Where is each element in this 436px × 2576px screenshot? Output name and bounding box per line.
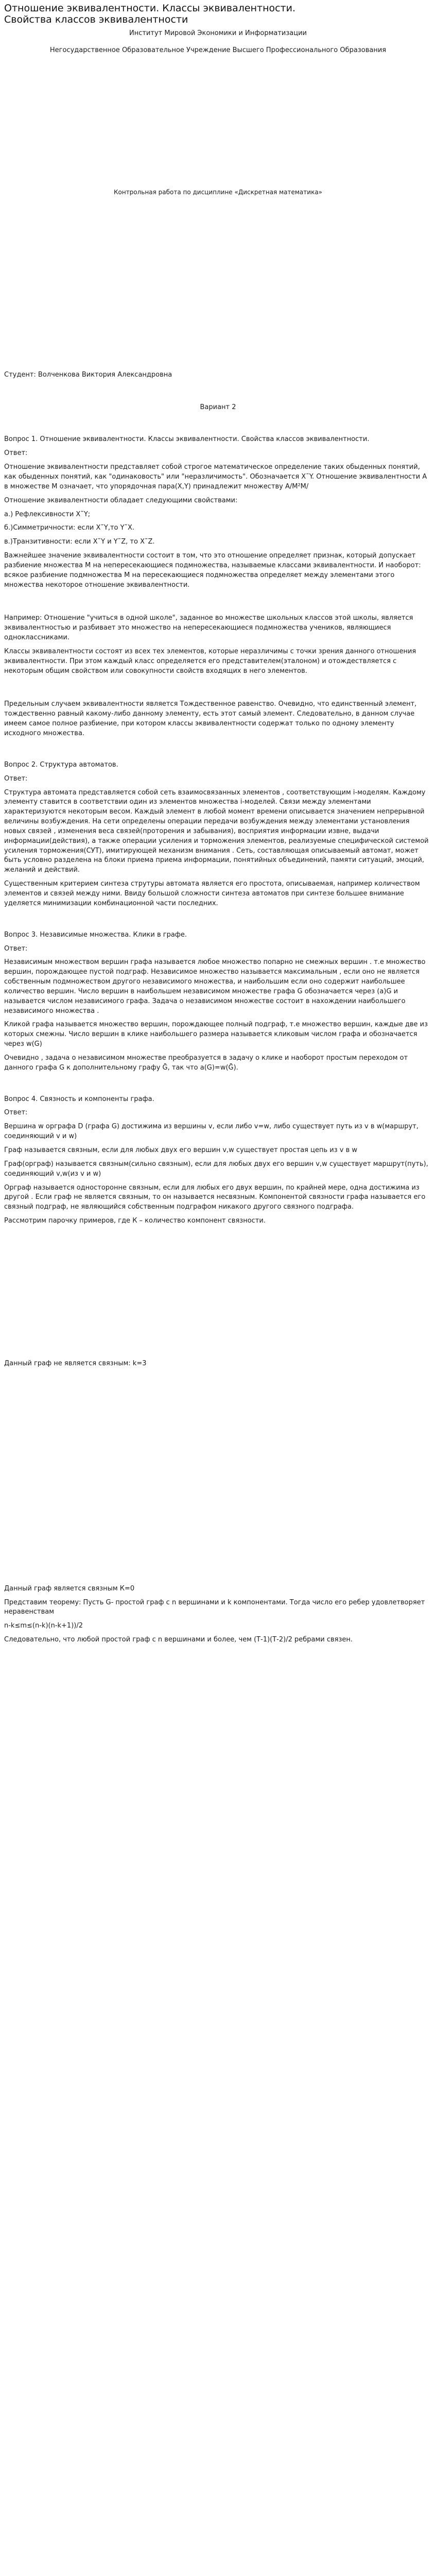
- paragraph: Классы эквивалентности состоят из всех тех элементов, которые неразличимы с точки зрения данного отношения эквивалентности. При этом каждый класс определяется его представителем(эталоном) и отождествляется с некоторым общим свойством или совокупности свойств входящих в него элементов.: [4, 647, 416, 675]
- paragraph: Предельным случаем эквивалентности является Тождественное равенство. Очевидно, что единственный элемент, тождественно равный какому-либо данному элементу, есть этот самый элемент. Следовательно, в данном случае имеем самое полное разбиение, при котором классы эквивалентности содержат только по одному элементу исходного множества.: [4, 700, 417, 738]
- page-title: [4, 3, 432, 26]
- title-line-2: Свойства классов эквивалентности: [4, 13, 188, 25]
- paragraph: Следовательно, что любой простой граф с n вершинами и более, чем (Т-1)(Т-2)/2 ребрами связен.: [4, 1636, 353, 1644]
- paragraph: Независимым множеством вершин графа называется любое множество попарно не смежных вершин . т.е множество вершин, порождающее пустой подграф. Независимое множество называется максимальным , если оно не является собственным подмножеством другого независимого множества, и наибольшим если оно содержит наибольшее количество вершин. Число вершин в наибольшем независимом множестве графа G обозначается через (a)G и называется числом независимого графа. Задача о независимом множестве состоит в нахождении наибольшего независимого множества .: [4, 958, 426, 1015]
- answer-label-1: Ответ:: [4, 449, 28, 457]
- example-graph-2: [4, 1373, 432, 1584]
- paragraph: Кликой графа называется множество вершин, порождающее полный подграф, т.е множество вершин, каждые две из которых смежны. Число вершин в клике наибольшего размера называется кликовым числом графа и обозначается через w(G): [4, 1021, 428, 1048]
- paragraph: Рассмотрим парочку примеров, где К – количество компонент связности.: [4, 1217, 266, 1225]
- example-caption-2: Данный граф является связным К=0: [4, 1584, 135, 1592]
- paragraph: Отношение эквивалентности обладает следующими свойствами:: [4, 496, 238, 504]
- document-page: [0, 3, 436, 2576]
- coursework-line: Контрольная работа по дисциплине «Дискретная математика»: [113, 189, 323, 196]
- answer-label-2: Ответ:: [4, 774, 28, 783]
- paragraph: Например: Отношение "учиться в одной школе", заданное во множестве школьных классов этой школы, является эквивалентностью и разбивает это множество на непересекающиеся подмножества учеников, являющиеся одноклассниками.: [4, 614, 413, 642]
- paragraph: Отношение эквивалентности представляет собой строгое математическое определение таких обыденных понятий, как обыденных понятий, как "одинаковость" или "неразличимость". Обозначается X˜Y. Отношение эквивалентности А в множестве М означает, что упорядочная пара(X,Y) принадлежит множеству А/M²М/: [4, 463, 427, 490]
- paragraph: Представим теорему: Пусть G- простой граф с n вершинами и k компонентами. Тогда число его ребер удовлетворяет неравенствам: [4, 1598, 425, 1616]
- paragraph: Важнейшее значение эквивалентности состоит в том, что это отношение определяет признак, который допускает разбиение множества М на непересекающиеся подмножества, называемые классами эквивалентности. И наоборот: всякое разбиение подмножества М на пересекающиеся подмножества определяет между элементами этого множества некоторое отношение эквивалентности.: [4, 552, 421, 589]
- example-caption-1: Данный граф не является связным: k=3: [4, 1359, 147, 1367]
- institute-name: Институт Мировой Экономики и Информатизации: [129, 29, 307, 37]
- inequality: n-k≤m≤(n-k)(n-k+1))/2: [4, 1622, 83, 1630]
- paragraph: б.)Симметричности: если X˜Y,то Y˜X.: [4, 524, 135, 532]
- paragraph: Граф называется связным, если для любых двух его вершин v,w существует простая цепь из v в w: [4, 1146, 358, 1155]
- answer-label-3: Ответ:: [4, 944, 28, 953]
- paragraph: а.) Рефлексивности X˜Y;: [4, 510, 91, 518]
- question-1: Вопрос 1. Отношение эквивалентности. Классы эквивалентности. Свойства классов эквивалентности.: [4, 435, 370, 444]
- student-line: Студент: Волченкова Виктория Александровна: [4, 370, 172, 379]
- variant-line: Вариант 2: [200, 403, 236, 411]
- question-2: Вопрос 2. Структура автоматов.: [4, 760, 118, 769]
- question-3: Вопрос 3. Независимые множества. Клики в графе.: [4, 930, 187, 939]
- question-4: Вопрос 4. Связность и компоненты графа.: [4, 1095, 154, 1103]
- title-line-1: Отношение эквивалентности. Классы эквивалентности.: [4, 3, 296, 14]
- paragraph: в.)Транзитивности: если X˜Y и Y˜Z, то X˜Z.: [4, 538, 155, 546]
- paragraph: Орграф называется односторонне связным, если для любых его двух вершин, по крайней мере, одна достижима из другой . Если граф не является связным, то он называется несвязным. Компонентой связности графа называется его связный подграф, не являющийся собственным подграфом никакого другого связного подграфа.: [4, 1183, 426, 1211]
- answer-label-4: Ответ:: [4, 1109, 28, 1117]
- section-4: [4, 1095, 432, 1645]
- example-graph-1: [4, 1230, 432, 1359]
- section-3: [4, 930, 432, 1073]
- section-1: [4, 435, 432, 738]
- paragraph: Вершина w орграфа D (графа G) достижима из вершины v, если либо v=w, либо существует путь из v в w(маршрут, соединяющий v и w): [4, 1123, 418, 1141]
- organization-name: Негосударственное Образовательное Учреждение Высшего Профессионального Образования: [49, 46, 387, 54]
- paragraph: Существенным критерием синтеза струтуры автомата является его простота, описываемая, например количеством элементов и связей между ними. Ввиду большой сложности синтеза автоматов при синтезе большее внимание уделяется минимизации комбинационной части последних.: [4, 880, 420, 907]
- paragraph: Очевидно , задача о независимом множестве преобразуется в задачу о клике и наоборот простым переходом от данного графа G к дополнительному графу Ḡ, так что a(G)=w(Ḡ).: [4, 1054, 408, 1072]
- section-2: [4, 760, 432, 909]
- paragraph: Структура автомата представляется собой сеть взаимосвязанных элементов , соответствующим i-моделям. Каждому элементу ставится в соответствии один из элементов множества i-моделей. Связи между элементами характеризуются некоторым весом. Каждый элемент в любой момент времени описывается значением непрерывной величины возбуждения. На сети определены операции передачи возбуждения между элементами установления новых связей , изменения веса связей(проторения и забывания), восприятия информации извне, выдачи информации(действия), а также операции усиления и торможения элементов, реализуемые специфической системой усиления торможения(СУТ), имитирующей механизм внимания . Сеть, составляющая описываемый автомат, может быть условно разделена на блоки приема приема информации, понятийных объединений, памяти ситуаций, эмоций, желаний и действий.: [4, 788, 429, 874]
- paragraph: Граф(орграф) называется связным(сильно связным), если для любых двух его вершин v,w существует маршрут(путь), соединяющий v,w(из v и w): [4, 1160, 428, 1178]
